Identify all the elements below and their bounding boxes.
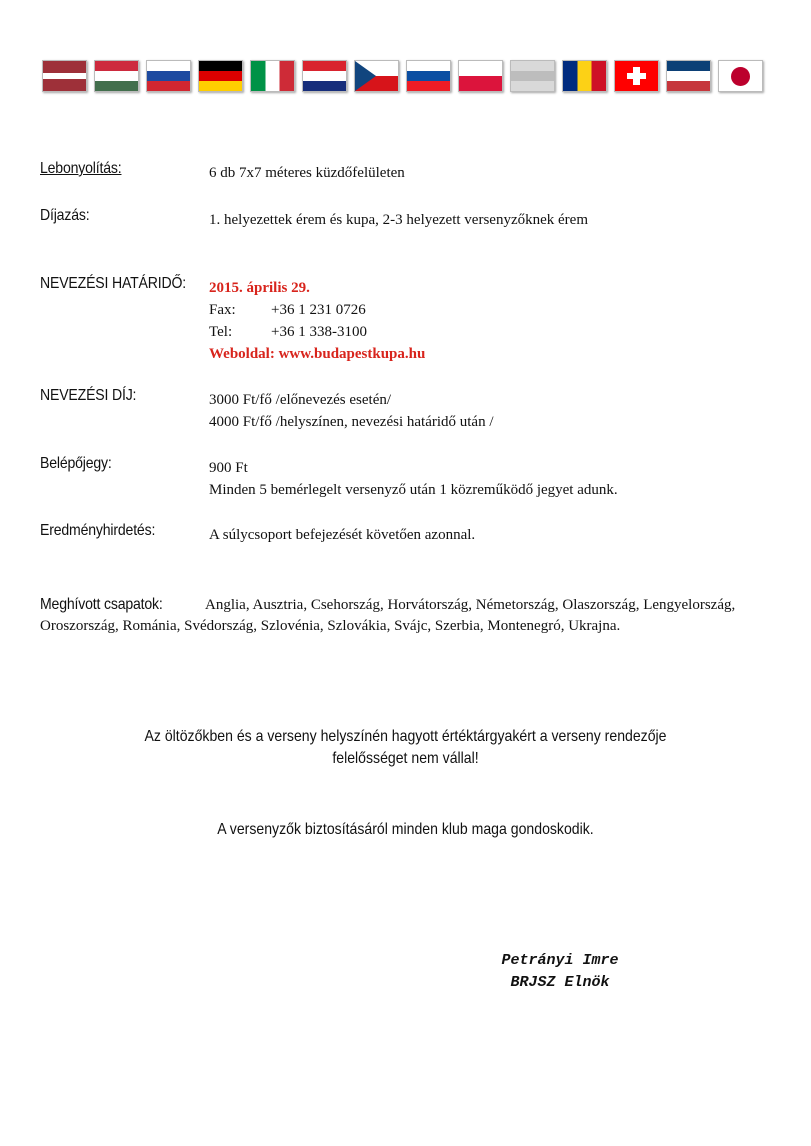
switzerland-flag <box>614 60 659 92</box>
signature-title: BRJSZ Elnök <box>510 974 610 991</box>
slovakia-flag <box>406 60 451 92</box>
tel-number: +36 1 338-3100 <box>271 324 367 340</box>
flag-strip <box>42 60 763 92</box>
tel-line <box>209 321 425 343</box>
invited-teams <box>40 594 775 637</box>
value-nevezesi-dij <box>209 389 494 433</box>
fax-label: Fax: <box>209 302 236 318</box>
label-hatarido: NEVEZÉSI HATÁRIDŐ: <box>40 275 187 292</box>
germany-flag <box>198 60 243 92</box>
notice-valuables-line-1: Az öltözőkben és a verseny helyszínén hagyott értéktárgyakért a verseny rendezője <box>144 728 667 745</box>
fax-number: +36 1 231 0726 <box>271 302 366 318</box>
label-nevezesi-dij: NEVEZÉSI DÍJ: <box>40 387 137 404</box>
italy-flag <box>250 60 295 92</box>
website-link[interactable]: Weboldal: www.budapestkupa.hu <box>209 346 426 362</box>
ticket-line-2: Minden 5 bemérlegelt versenyző után 1 közreműködő jegyet adunk. <box>209 482 618 498</box>
value-dijazas: 1. helyezettek érem és kupa, 2-3 helyezett versenyzőknek érem <box>209 212 588 228</box>
ticket-line-1: 900 Ft <box>209 460 248 476</box>
croatia-flag <box>302 60 347 92</box>
value-eredmenyhirdetes: A súlycsoport befejezését követően azonnal. <box>209 527 476 543</box>
signature-name: Petrányi Imre <box>501 952 619 969</box>
hungary-flag <box>94 60 139 92</box>
latvia-flag <box>42 60 87 92</box>
notice-insurance: A versenyzők biztosításáról minden klub maga gondoskodik. <box>217 821 594 838</box>
notice-valuables-line-2: felelősséget nem vállal! <box>332 750 479 767</box>
label-invited-teams: Meghívott csapatok: <box>40 596 163 613</box>
invited-teams-list: Anglia, Ausztria, Csehország, Horvátország, Németország, Olaszország, Lengyelország, Oroszország, Románia, Svédország, Szlovénia, Szlovákia, Svájc, Szerbia, Montenegró, Ukrajna. <box>40 597 736 634</box>
tel-label: Tel: <box>209 324 233 340</box>
label-belepojegy: Belépőjegy: <box>40 455 112 472</box>
japan-flag <box>718 60 763 92</box>
value-lebonyolitas: 6 db 7x7 méteres küzdőfelületen <box>209 165 405 181</box>
serbia-montenegro-flag <box>666 60 711 92</box>
czech-flag <box>354 60 399 92</box>
bosnia-flag <box>510 60 555 92</box>
slovenia-flag <box>146 60 191 92</box>
label-eredmenyhirdetes: Eredményhirdetés: <box>40 522 156 539</box>
fee-line-2: 4000 Ft/fő /helyszínen, nevezési határidő után / <box>209 414 494 430</box>
value-belepojegy <box>209 457 618 501</box>
fee-line-1: 3000 Ft/fő /előnevezés esetén/ <box>209 392 392 408</box>
label-dijazas: Díjazás: <box>40 207 90 224</box>
notice-valuables <box>49 726 763 770</box>
fax-line <box>209 299 425 321</box>
romania-flag <box>562 60 607 92</box>
label-lebonyolitas: Lebonyolítás: <box>40 160 122 177</box>
signature <box>460 950 660 994</box>
value-hatarido <box>209 277 425 365</box>
poland-flag <box>458 60 503 92</box>
deadline-date: 2015. április 29. <box>209 280 310 296</box>
